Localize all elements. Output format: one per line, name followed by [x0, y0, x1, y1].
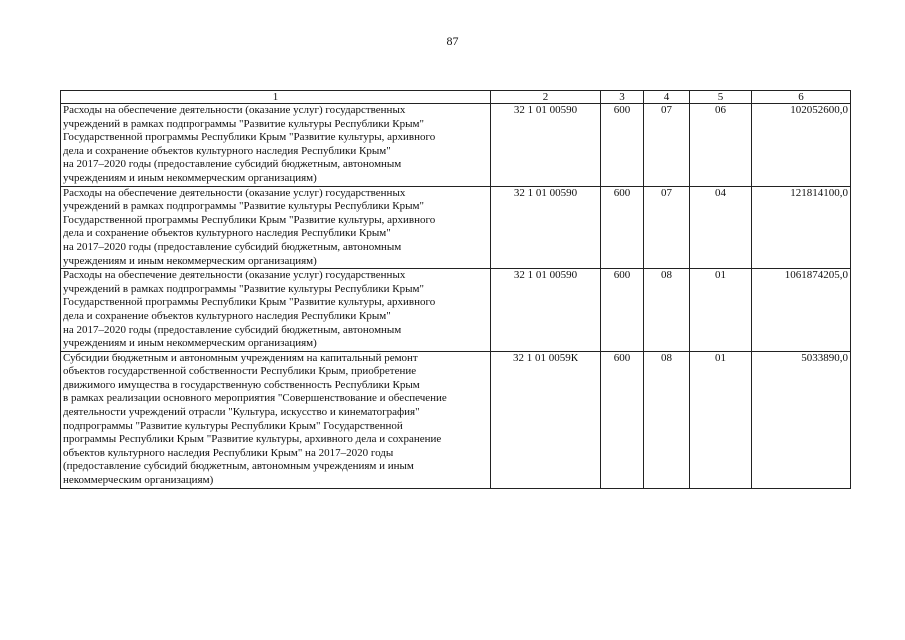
column-header-5: 5	[690, 91, 752, 104]
header-row	[61, 91, 851, 104]
column-header-3: 3	[601, 91, 644, 104]
row-code: 32 1 01 00590	[491, 104, 601, 187]
row-amount: 102052600,0	[752, 104, 851, 187]
row-amount: 121814100,0	[752, 186, 851, 269]
row-amount: 5033890,0	[752, 351, 851, 488]
row-col4: 07	[644, 104, 690, 187]
table-row	[61, 104, 851, 187]
row-code: 32 1 01 00590	[491, 269, 601, 352]
row-col3: 600	[601, 104, 644, 187]
row-col3: 600	[601, 186, 644, 269]
row-description: Расходы на обеспечение деятельности (оказание услуг) государственных учреждений в рамках подпрограммы "Развитие культуры Республики Крым" Государственной программы Республики Крым "Развитие культуры, архивного дела и сохранение объектов культурного наследия Республики Крым" на 2017–2020 годы (предоставление субсидий бюджетным, автономным учреждениям и иным некоммерческим организациям)	[61, 186, 491, 269]
row-amount: 1061874205,0	[752, 269, 851, 352]
table-row	[61, 269, 851, 352]
row-col5: 01	[690, 269, 752, 352]
row-col4: 08	[644, 269, 690, 352]
column-header-1: 1	[61, 91, 491, 104]
row-col3: 600	[601, 269, 644, 352]
budget-table	[60, 90, 851, 489]
column-header-4: 4	[644, 91, 690, 104]
row-col4: 07	[644, 186, 690, 269]
row-col3: 600	[601, 351, 644, 488]
row-code: 32 1 01 0059К	[491, 351, 601, 488]
row-description: Расходы на обеспечение деятельности (оказание услуг) государственных учреждений в рамках подпрограммы "Развитие культуры Республики Крым" Государственной программы Республики Крым "Развитие культуры, архивного дела и сохранение объектов культурного наследия Республики Крым" на 2017–2020 годы (предоставление субсидий бюджетным, автономным учреждениям и иным некоммерческим организациям)	[61, 269, 491, 352]
column-header-2: 2	[491, 91, 601, 104]
row-col4: 08	[644, 351, 690, 488]
row-description: Субсидии бюджетным и автономным учреждениям на капитальный ремонт объектов государственной собственности Республики Крым, приобретение движимого имущества в государственную собственность Республики Крым в рамках реализации основного мероприятия "Совершенствование и обеспечение деятельности учреждений отрасли "Культура, искусство и кинематография" подпрограммы "Развитие культуры Республики Крым" Государственной программы Республики Крым "Развитие культуры, архивного дела и сохранение объектов культурного наследия Республики Крым" на 2017–2020 годы (предоставление субсидий бюджетным, автономным учреждениям и иным некоммерческим организациям)	[61, 351, 491, 488]
page-number: 87	[446, 34, 459, 48]
table-row	[61, 351, 851, 488]
row-col5: 04	[690, 186, 752, 269]
row-description: Расходы на обеспечение деятельности (оказание услуг) государственных учреждений в рамках подпрограммы "Развитие культуры Республики Крым" Государственной программы Республики Крым "Развитие культуры, архивного дела и сохранение объектов культурного наследия Республики Крым" на 2017–2020 годы (предоставление субсидий бюджетным, автономным учреждениям и иным некоммерческим организациям)	[61, 104, 491, 187]
column-header-6: 6	[752, 91, 851, 104]
row-col5: 01	[690, 351, 752, 488]
row-col5: 06	[690, 104, 752, 187]
row-code: 32 1 01 00590	[491, 186, 601, 269]
table-row	[61, 186, 851, 269]
